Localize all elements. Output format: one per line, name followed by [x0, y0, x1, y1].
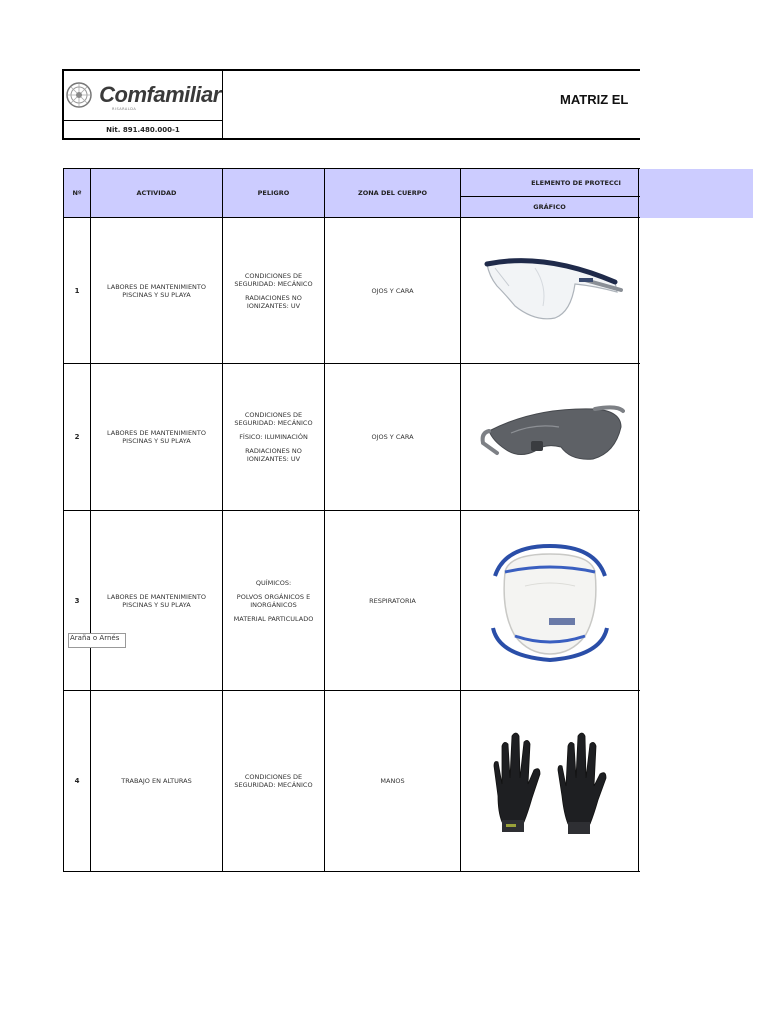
peligro-item: CONDICIONES DE SEGURIDAD: MECÁNICO	[234, 271, 313, 288]
row-2-number: 2	[74, 433, 80, 441]
logo-subtitle: RISARALDA	[112, 107, 137, 111]
row-3-zona: RESPIRATORIA	[369, 596, 416, 605]
row-1-peligro	[223, 218, 324, 363]
row-3-peligro	[223, 511, 324, 690]
logo-wordmark: Comfamiliar	[99, 82, 221, 107]
row-2-zona: OJOS Y CARA	[371, 433, 414, 441]
row-4-zona: MANOS	[380, 777, 405, 785]
column-header-elemento: ELEMENTO DE PROTECCI	[531, 178, 621, 187]
peligro-item: RADIACIONES NO IONIZANTES: UV	[245, 293, 302, 310]
peligro-item: RADIACIONES NO IONIZANTES: UV	[245, 447, 302, 463]
peligro-item: QUÍMICOS:	[255, 578, 292, 587]
peligro-item: MATERIAL PARTICULADO	[233, 614, 314, 623]
column-header-actividad: ACTIVIDAD	[136, 189, 177, 197]
column-header-grafico: GRÁFICO	[533, 203, 566, 211]
peligro-item: POLVOS ORGÁNICOS E INORGÁNICOS	[236, 592, 311, 609]
row-2-actividad: LABORES DE MANTENIMIENTO PISCINAS Y SU PLAYA	[106, 429, 207, 445]
row-4-actividad: TRABAJO EN ALTURAS	[121, 777, 192, 785]
safety-glasses-clear-icon	[475, 246, 625, 336]
row-1-grafico	[461, 218, 638, 363]
row-3-actividad: LABORES DE MANTENIMIENTO PISCINAS Y SU PLAYA	[106, 592, 207, 609]
peligro-item: CONDICIONES DE SEGURIDAD: MECÁNICO	[234, 411, 313, 427]
work-gloves-icon	[480, 726, 620, 836]
row-1-zona: OJOS Y CARA	[371, 286, 414, 295]
peligro-item: CONDICIONES DE SEGURIDAD: MECÁNICO	[234, 773, 313, 789]
row-2-peligro	[223, 364, 324, 510]
row-4-grafico	[461, 691, 638, 871]
row-3-grafico	[461, 511, 638, 690]
company-logo	[63, 69, 223, 121]
cell-note: Araña o Arnés	[68, 633, 126, 648]
column-header-number: Nº	[72, 189, 82, 197]
row-1-number: 1	[74, 286, 80, 295]
company-nit: Nit. 891.480.000-1	[106, 126, 180, 134]
column-header-zona: ZONA DEL CUERPO	[358, 189, 427, 197]
row-3-number: 3	[74, 596, 80, 605]
column-header-peligro: PELIGRO	[257, 189, 290, 197]
respirator-mask-icon	[485, 536, 615, 666]
row-4-number: 4	[74, 777, 80, 785]
page-title: MATRIZ EL	[560, 92, 629, 107]
row-2-grafico	[461, 364, 638, 510]
row-1-actividad: LABORES DE MANTENIMIENTO PISCINAS Y SU PLAYA	[106, 282, 207, 299]
row-4-peligro	[223, 691, 324, 871]
safety-glasses-dark-icon	[475, 397, 625, 477]
peligro-item: FÍSICO: ILUMINACIÓN	[239, 433, 308, 441]
logo-emblem-icon	[65, 81, 93, 109]
